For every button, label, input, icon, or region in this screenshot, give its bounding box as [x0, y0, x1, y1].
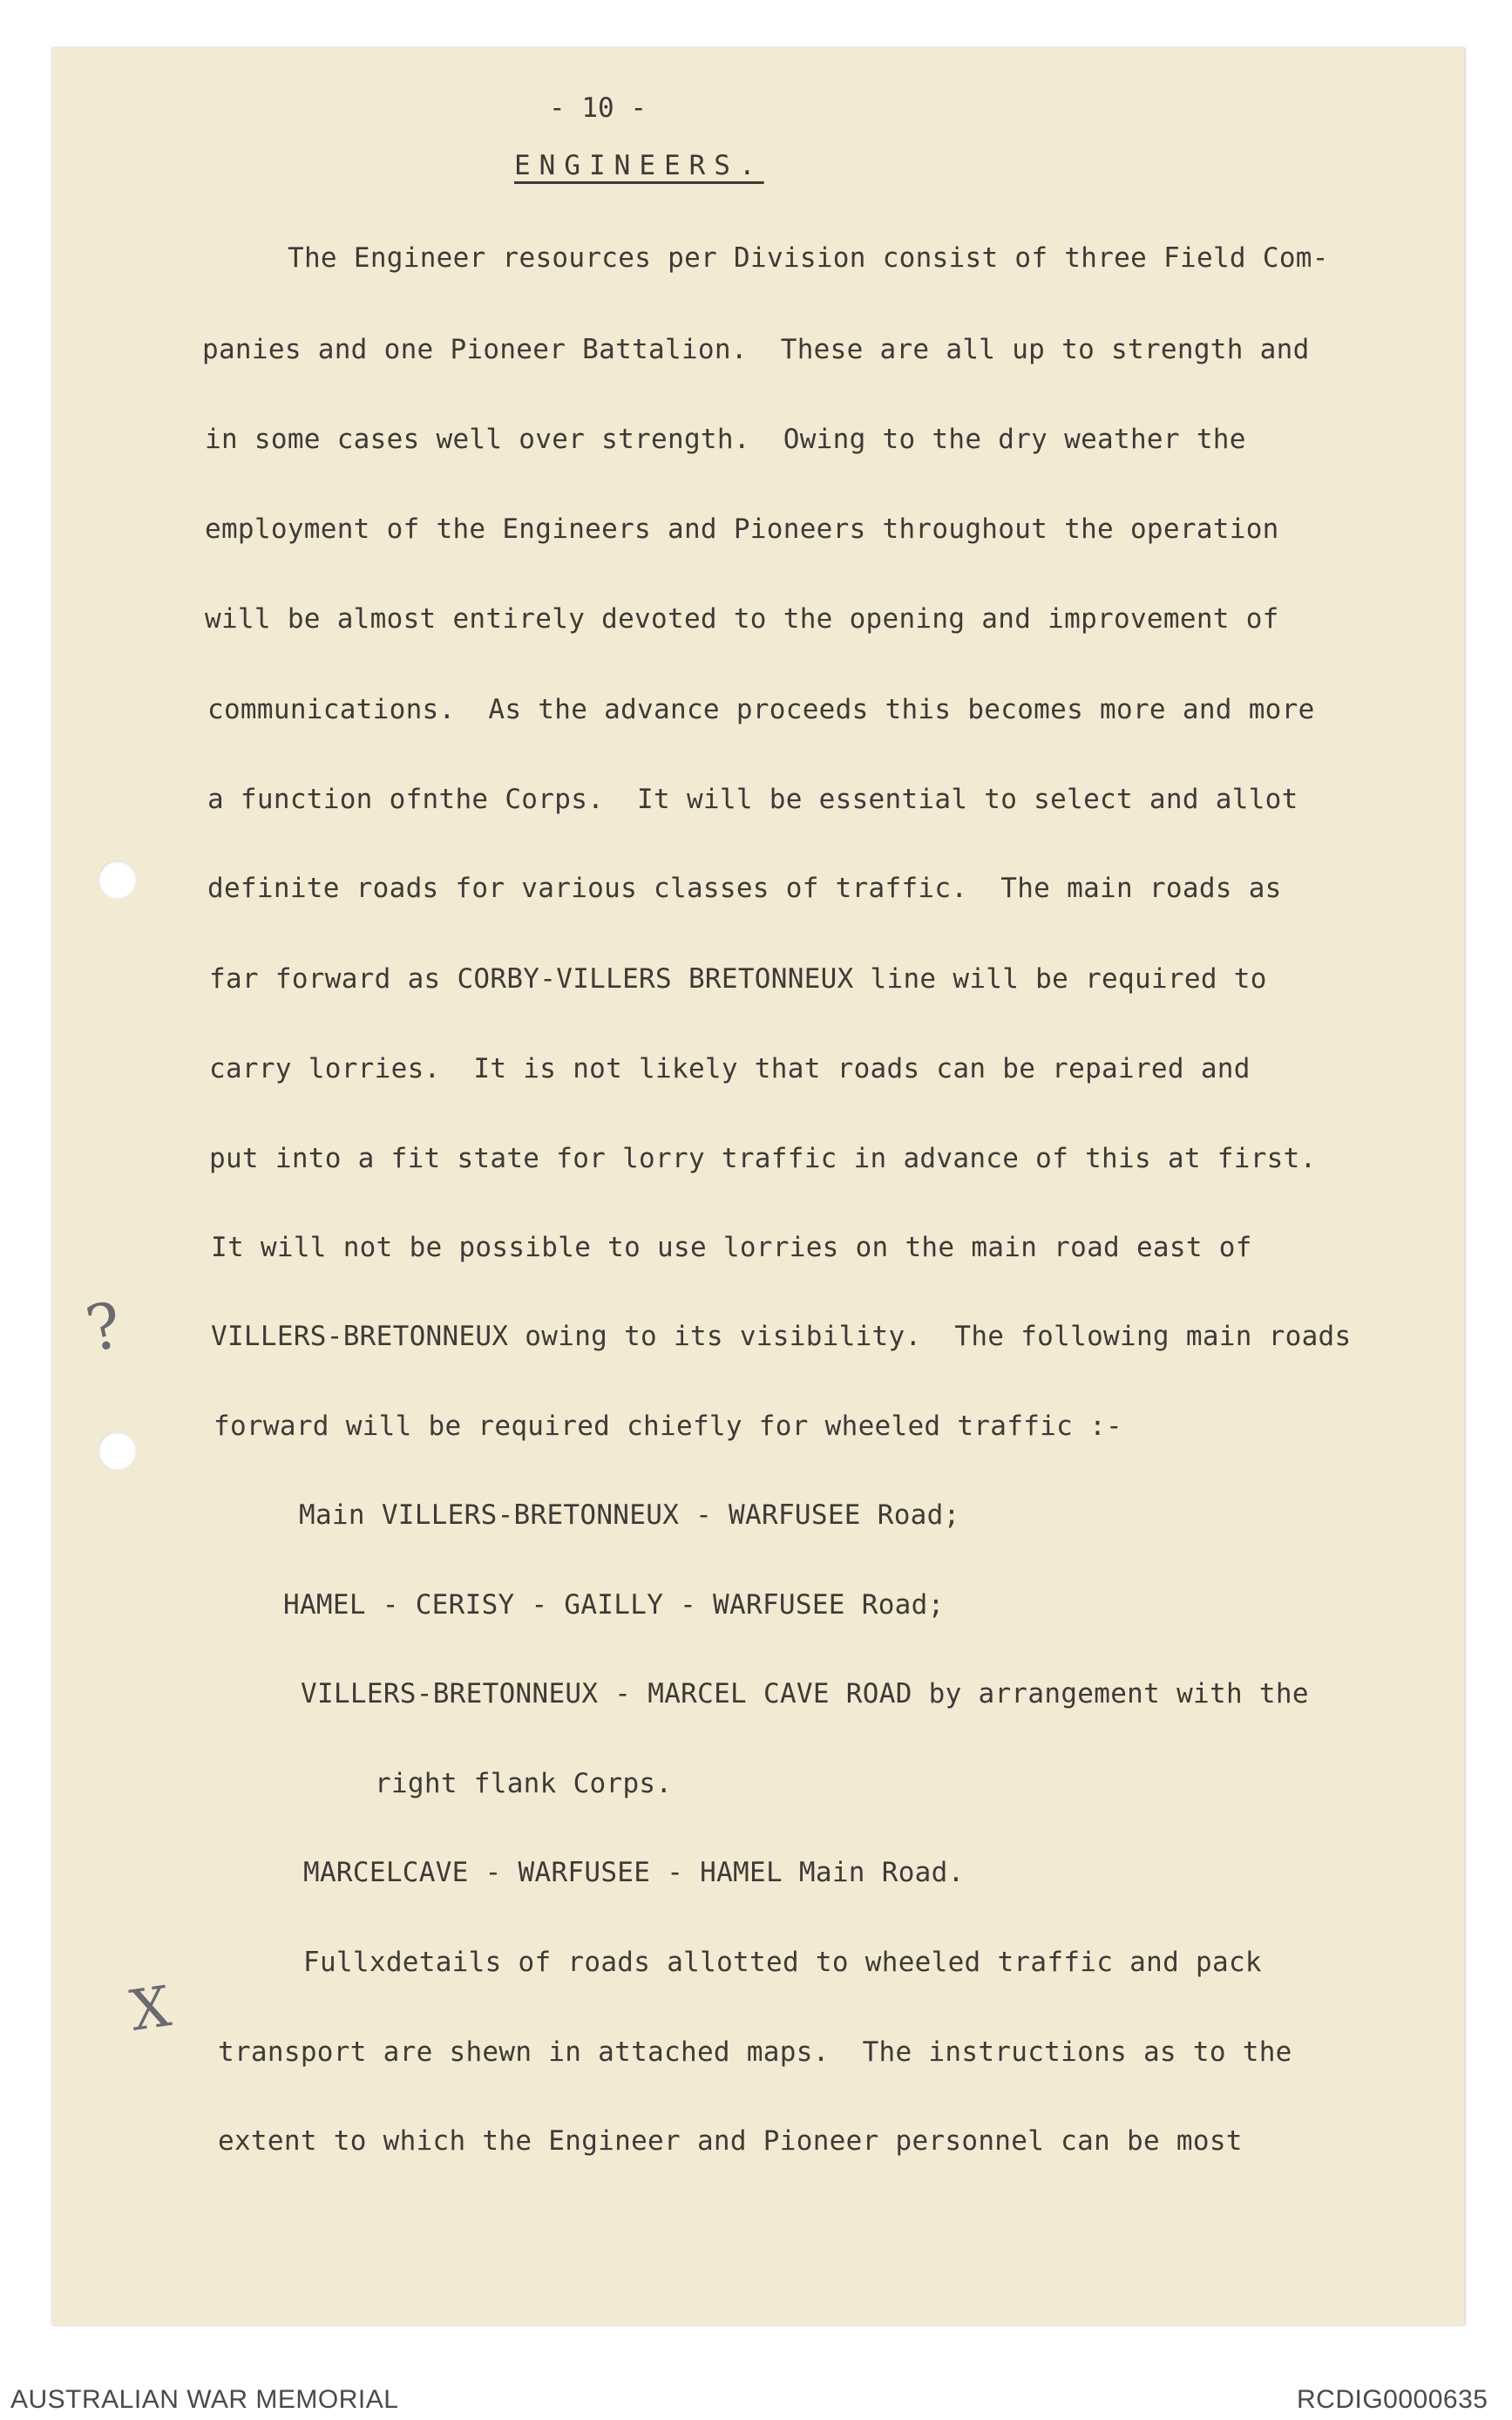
road-item-continuation: right flank Corps. — [375, 1768, 673, 1799]
body-line: communications. As the advance proceeds this becomes more and more — [207, 694, 1315, 725]
pencil-cross-mark: X — [126, 1975, 175, 2044]
road-item: VILLERS-BRETONNEUX - MARCEL CAVE ROAD by arrangement with the — [301, 1678, 1309, 1710]
body-line: transport are shewn in attached maps. The instructions as to the — [218, 2036, 1292, 2068]
section-heading: ENGINEERS. — [514, 150, 764, 181]
body-line: forward will be required chiefly for wheeled traffic :- — [214, 1411, 1122, 1442]
body-line: Fullxdetails of roads allotted to wheeled traffic and pack — [303, 1947, 1262, 1978]
road-item: MARCELCAVE - WARFUSEE - HAMEL Main Road. — [303, 1857, 965, 1888]
document-page — [52, 48, 1465, 2325]
body-line: VILLERS-BRETONNEUX owing to its visibility. The following main roads — [211, 1321, 1352, 1352]
road-item: HAMEL - CERISY - GAILLY - WARFUSEE Road; — [283, 1589, 945, 1621]
footer-record-id: RCDIG0000635 — [1297, 2385, 1488, 2414]
body-line: It will not be possible to use lorries on the main road east of — [211, 1232, 1252, 1263]
punch-hole-top — [98, 860, 136, 899]
body-line: will be almost entirely devoted to the opening and improvement of — [205, 603, 1279, 635]
body-line: in some cases well over strength. Owing to the dry weather the — [205, 424, 1246, 455]
body-line: panies and one Pioneer Battalion. These are all up to strength and — [202, 334, 1310, 365]
body-line: The Engineer resources per Division consist of three Field Com- — [288, 242, 1329, 274]
body-line: a function ofnthe Corps. It will be essential to select and allot — [207, 784, 1298, 815]
road-item: Main VILLERS-BRETONNEUX - WARFUSEE Road; — [299, 1499, 960, 1531]
body-line: far forward as CORBY-VILLERS BRETONNEUX line will be required to — [209, 963, 1267, 995]
pencil-question-mark: ? — [79, 1287, 128, 1367]
punch-hole-bottom — [98, 1431, 136, 1470]
footer-institution: AUSTRALIAN WAR MEMORIAL — [10, 2385, 399, 2414]
body-line: put into a fit state for lorry traffic in advance of this at first. — [209, 1143, 1317, 1174]
page-number: - 10 - — [549, 92, 647, 124]
body-line: definite roads for various classes of traffic. The main roads as — [207, 873, 1282, 904]
body-line: extent to which the Engineer and Pioneer personnel can be most — [218, 2125, 1243, 2157]
body-line: employment of the Engineers and Pioneers throughout the operation — [205, 513, 1279, 545]
body-line: carry lorries. It is not likely that roads can be repaired and — [209, 1053, 1251, 1084]
